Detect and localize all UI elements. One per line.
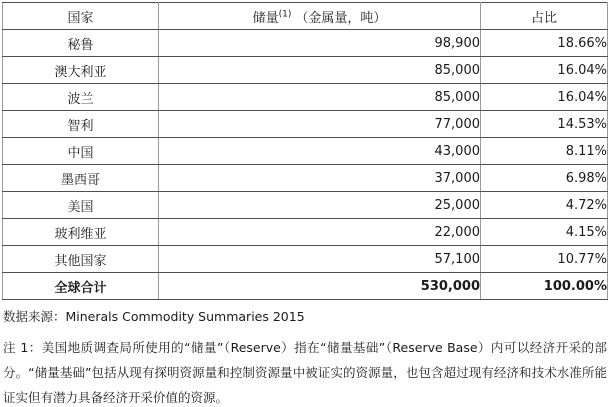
share-cell: 16.04% bbox=[481, 57, 608, 84]
country-cell: 美国 bbox=[3, 192, 159, 219]
country-cell: 波兰 bbox=[3, 84, 159, 111]
header-reserve-label: 储量 bbox=[252, 10, 279, 26]
reserve-cell: 85,000 bbox=[159, 84, 481, 111]
total-label-cell: 全球合计 bbox=[3, 273, 159, 300]
table-row bbox=[3, 30, 608, 57]
reserve-cell: 85,000 bbox=[159, 57, 481, 84]
table-row bbox=[3, 219, 608, 246]
header-share: 占比 bbox=[481, 3, 608, 30]
share-cell: 4.72% bbox=[481, 192, 608, 219]
reserve-cell: 25,000 bbox=[159, 192, 481, 219]
silver-reserves-table bbox=[2, 2, 608, 300]
reserve-cell: 98,900 bbox=[159, 30, 481, 57]
data-source-line: 数据来源：Minerals Commodity Summaries 2015 bbox=[3, 309, 305, 324]
table-row bbox=[3, 84, 608, 111]
share-cell: 14.53% bbox=[481, 111, 608, 138]
table-row bbox=[3, 246, 608, 273]
table-total-row bbox=[3, 273, 608, 300]
reserve-cell: 57,100 bbox=[159, 246, 481, 273]
country-cell: 智利 bbox=[3, 111, 159, 138]
header-reserve-unit: （金属量，吨） bbox=[295, 10, 387, 26]
table-header-row bbox=[3, 3, 608, 30]
share-cell: 10.77% bbox=[481, 246, 608, 273]
country-cell: 中国 bbox=[3, 138, 159, 165]
header-reserve bbox=[159, 3, 481, 30]
reserve-cell: 43,000 bbox=[159, 138, 481, 165]
footnote-1: 注 1：美国地质调查局所使用的“储量”（Reserve）指在“储量基础”（Reserve Base）内可以经济开采的部分。“储量基础”包括从现有探明资源量和控制资源量中被证实的资源量，也包含超过现有经济和技术水准所能证实但有潜力具备经济开采价值的资源。 bbox=[3, 340, 607, 405]
header-country: 国家 bbox=[3, 3, 159, 30]
share-cell: 16.04% bbox=[481, 84, 608, 111]
reserve-cell: 37,000 bbox=[159, 165, 481, 192]
country-cell: 其他国家 bbox=[3, 246, 159, 273]
share-cell: 8.11% bbox=[481, 138, 608, 165]
share-cell: 6.98% bbox=[481, 165, 608, 192]
reserve-cell: 22,000 bbox=[159, 219, 481, 246]
country-cell: 澳大利亚 bbox=[3, 57, 159, 84]
table-row bbox=[3, 57, 608, 84]
country-cell: 墨西哥 bbox=[3, 165, 159, 192]
country-cell: 秘鲁 bbox=[3, 30, 159, 57]
country-cell: 玻利维亚 bbox=[3, 219, 159, 246]
share-cell: 18.66% bbox=[481, 30, 608, 57]
table-row bbox=[3, 111, 608, 138]
table-row bbox=[3, 192, 608, 219]
reserve-cell: 77,000 bbox=[159, 111, 481, 138]
header-reserve-footnote-marker: (1) bbox=[278, 9, 292, 20]
table-row bbox=[3, 138, 608, 165]
total-share-cell: 100.00% bbox=[481, 273, 608, 300]
total-reserve-cell: 530,000 bbox=[159, 273, 481, 300]
share-cell: 4.15% bbox=[481, 219, 608, 246]
table-row bbox=[3, 165, 608, 192]
